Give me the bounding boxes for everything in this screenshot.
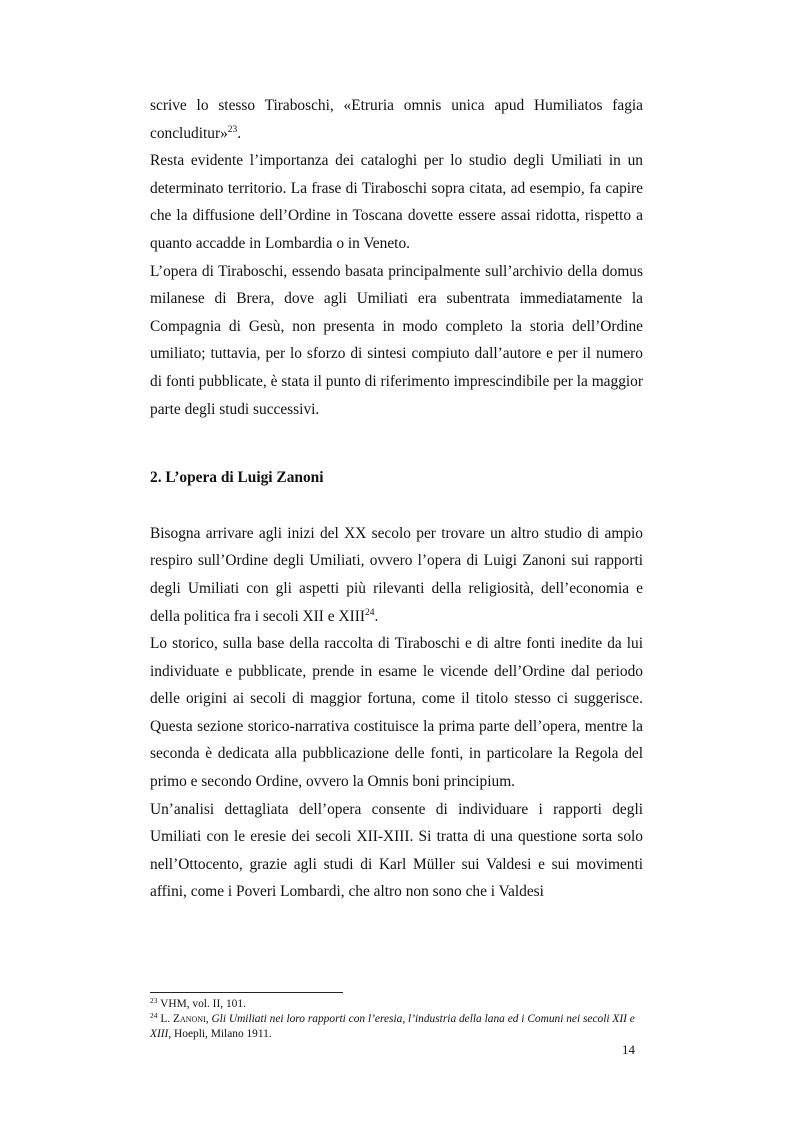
footnote-24-number: 24	[150, 1011, 158, 1020]
footnote-23-number: 23	[150, 996, 158, 1005]
footnote-24-title: Gli Umiliati nei loro rapporti con l’eresia, l’industria della lana ed i Comuni nei secoli XII e XIII	[150, 1013, 635, 1040]
footnote-24-author-prefix: L.	[157, 1013, 174, 1025]
footnote-separator	[150, 992, 343, 993]
footnotes	[150, 992, 643, 1042]
page-number: 14	[622, 1042, 635, 1057]
paragraph-4-end: .	[374, 607, 379, 625]
footnote-24-author: Zanoni	[173, 1013, 206, 1025]
paragraph-5: Lo storico, sulla base della raccolta di Tiraboschi e di altre fonti inedite da lui individuate e pubblicate, prende in esame le vicende dell’Ordine dal periodo delle origini ai secoli di maggior fortuna, come il titolo stesso ci suggerisce. Questa sezione storico-narrativa costituisce la prima parte dell’opera, mentre la seconda è dedicata alla pubblicazione delle fonti, in particolare la Regola del primo e secondo Ordine, ovvero la Omnis boni principium.	[150, 635, 643, 791]
section-gap	[150, 492, 643, 520]
footnote-ref-24[interactable]: 24	[364, 607, 375, 618]
footnote-24-sep: ,	[205, 1013, 212, 1025]
section-gap	[150, 423, 643, 464]
footnote-ref-23[interactable]: 23	[227, 124, 238, 135]
paragraph-4-text: Bisogna arrivare agli inizi del XX secolo per trovare un altro studio di ampio respiro sull’Ordine degli Umiliati, ovvero l’opera di Luigi Zanoni sui rapporti degli Umiliati con gli aspetti più rilevanti della religiosità, dell’economia e della politica fra i secoli XII e XIII	[150, 524, 643, 625]
page-body	[150, 92, 643, 906]
paragraph-2: Resta evidente l’importanza dei cataloghi per lo studio degli Umiliati in un determinato territorio. La frase di Tiraboschi sopra citata, ad esempio, fa capire che la diffusione dell’Ordine in Toscana dovette essere assai ridotta, rispetto a quanto accadde in Lombardia o in Veneto.	[150, 152, 643, 252]
footnote-24	[150, 1012, 643, 1042]
section-heading: 2. L’opera di Luigi Zanoni	[150, 469, 324, 487]
paragraph-4	[150, 520, 643, 630]
footnote-23-text: VHM, vol. II, 101.	[157, 998, 246, 1010]
paragraph-6: Un’analisi dettagliata dell’opera consente di individuare i rapporti degli Umiliati con le eresie dei secoli XII-XIII. Si tratta di una questione sorta solo nell’Ottocento, grazie agli studi di Karl Müller sui Valdesi e sui movimenti affini, come i Poveri Lombardi, che altro non sono che i Valdesi	[150, 800, 643, 901]
paragraph-1-end: .	[237, 124, 242, 142]
paragraph-1	[150, 92, 643, 147]
paragraph-3: L’opera di Tiraboschi, essendo basata principalmente sull’archivio della domus milanese di Brera, dove agli Umiliati era subentrata immediatamente la Compagnia di Gesù, non presenta in modo completo la storia dell’Ordine umiliato; tuttavia, per lo sforzo di sintesi compiuto dall’autore e per il numero di fonti pubblicate, è stata il punto di riferimento imprescindibile per la maggior parte degli studi successivi.	[150, 262, 643, 418]
footnote-24-publisher: , Hoepli, Milano 1911.	[168, 1028, 272, 1040]
paragraph-1-text: scrive lo stesso Tiraboschi, «Etruria omnis unica apud Humiliatos fagia concluditur»	[150, 97, 643, 142]
footnote-23	[150, 997, 643, 1012]
